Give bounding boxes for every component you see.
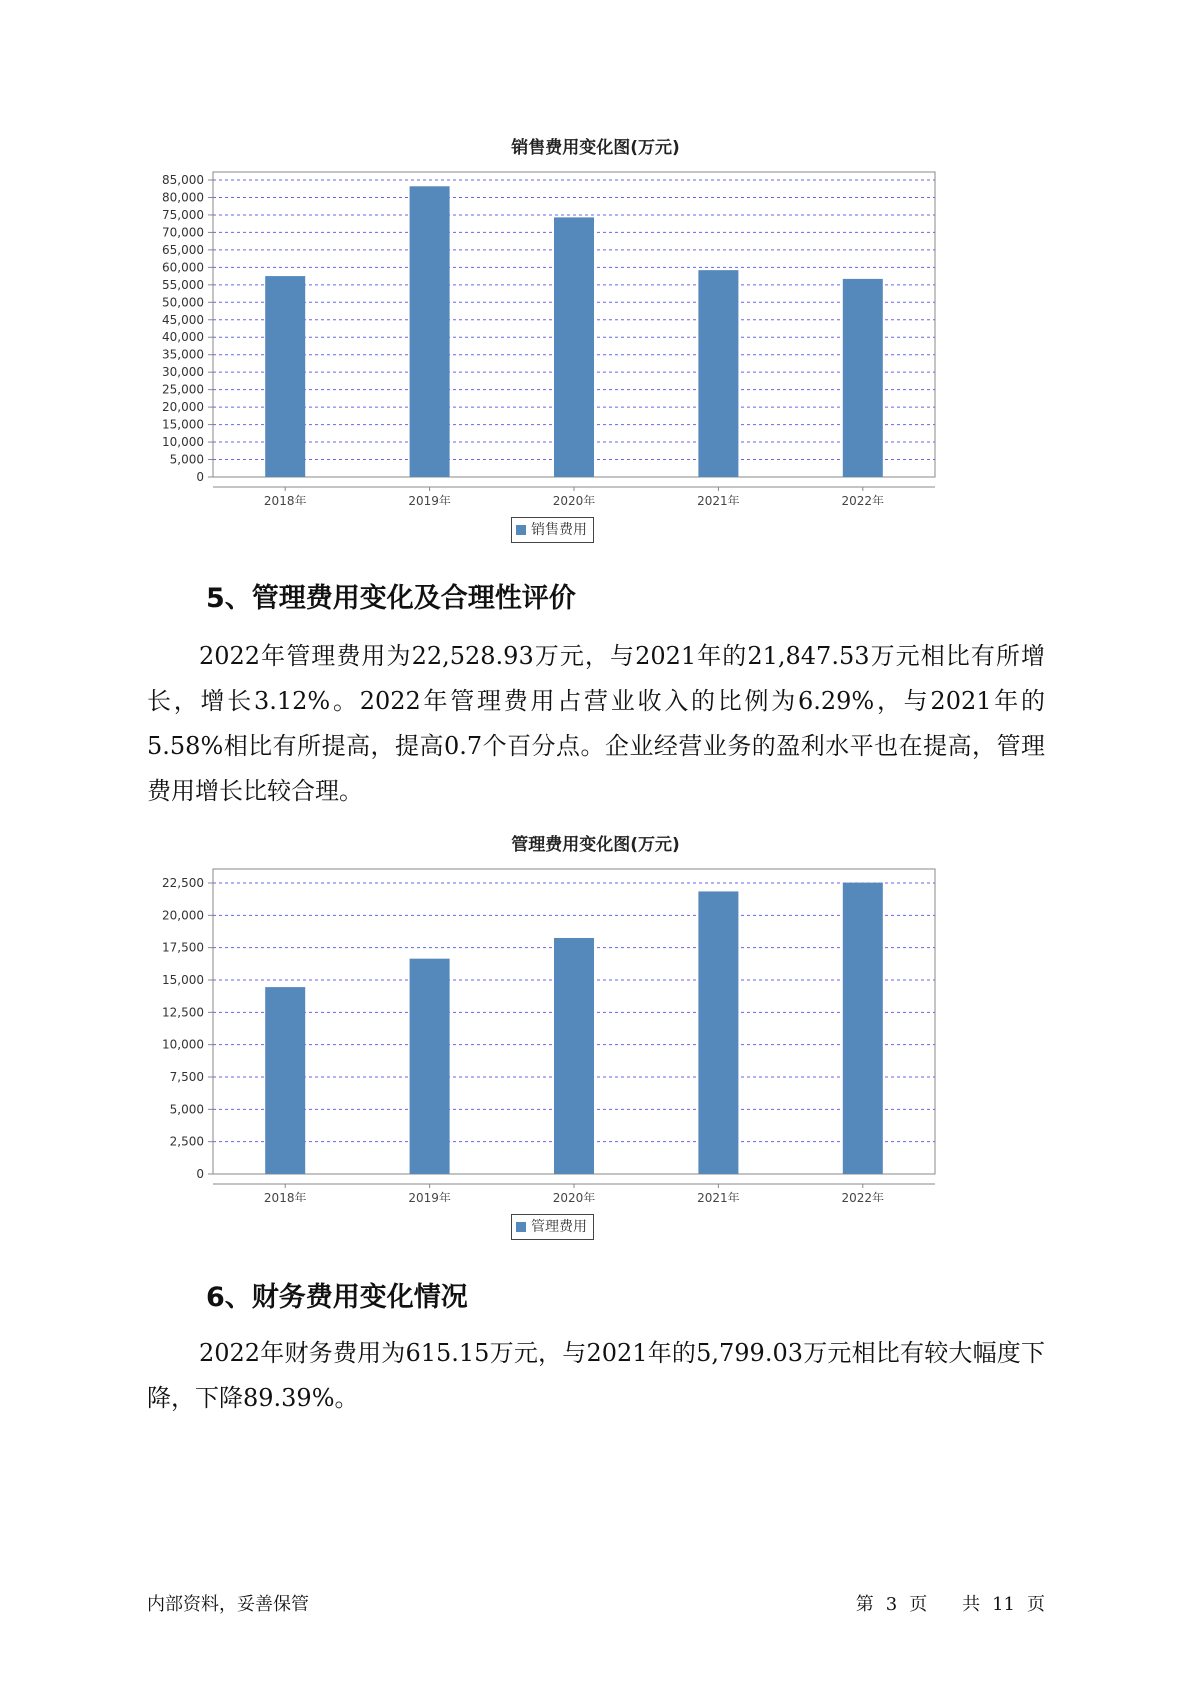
x-tick-label: 2022年 (841, 494, 885, 505)
x-tick-label: 2020年 (552, 1191, 596, 1202)
bar (554, 217, 594, 477)
total-prefix: 共 (962, 1594, 981, 1615)
y-tick-label: 75,000 (162, 207, 204, 222)
admin-chart-legend (511, 1214, 594, 1240)
y-tick-label: 55,000 (162, 277, 204, 292)
y-tick-label: 0 (196, 470, 204, 484)
section-5-heading: 5、管理费用变化及合理性评价 (206, 583, 576, 614)
bar (698, 891, 738, 1174)
sales-chart-legend (511, 517, 594, 543)
y-tick-label: 2,500 (169, 1134, 204, 1149)
section-6-paragraph: 2022年财务费用为615.15万元，与2021年的5,799.03万元相比有较大幅度下降，下降89.39%。 (147, 1339, 1045, 1412)
y-tick-label: 10,000 (162, 1037, 204, 1052)
legend-label: 管理费用 (531, 1219, 587, 1235)
bar (265, 276, 305, 477)
section-5-paragraph: 2022年管理费用为22,528.93万元，与2021年的21,847.53万元相比有所增长，增长3.12%。2022年管理费用占营业收入的比例为6.29%，与2021年的5.58%相比有所提高，提高0.7个百分点。企业经营业务的盈利水平也在提高，管理费用增长比较合理。 (147, 642, 1045, 805)
section-6-heading: 6、财务费用变化情况 (206, 1282, 468, 1313)
y-tick-label: 5,000 (169, 1102, 204, 1117)
y-tick-label: 22,500 (162, 876, 204, 890)
x-tick-label: 2022年 (841, 1191, 885, 1202)
admin-chart-title: 管理费用变化图(万元) (511, 835, 680, 855)
y-tick-label: 65,000 (162, 242, 204, 257)
total-unit: 页 (1027, 1594, 1045, 1615)
footer-confidential-note: 内部资料，妥善保管 (147, 1594, 309, 1615)
y-tick-label: 25,000 (162, 382, 204, 397)
y-tick-label: 85,000 (162, 173, 204, 187)
y-tick-label: 80,000 (162, 190, 204, 205)
y-tick-label: 50,000 (162, 295, 204, 310)
x-tick-label: 2021年 (697, 1191, 740, 1202)
y-tick-label: 5,000 (169, 452, 204, 467)
y-tick-label: 17,500 (162, 940, 204, 955)
bar (410, 959, 450, 1174)
bar (265, 987, 305, 1174)
legend-swatch (516, 525, 526, 535)
bar (843, 883, 883, 1174)
page-unit: 页 (909, 1594, 928, 1615)
y-tick-label: 60,000 (162, 260, 204, 275)
sales-chart-title: 销售费用变化图(万元) (511, 138, 680, 158)
y-tick-label: 20,000 (162, 908, 204, 923)
page-prefix: 第 (855, 1594, 874, 1615)
x-tick-label: 2018年 (263, 494, 307, 505)
x-tick-label: 2019年 (408, 1191, 451, 1202)
y-tick-label: 0 (196, 1167, 204, 1181)
page-number: 3 (885, 1594, 898, 1615)
y-tick-label: 15,000 (162, 973, 204, 987)
y-tick-label: 45,000 (162, 312, 204, 327)
y-tick-label: 35,000 (162, 347, 204, 362)
total-pages: 11 (992, 1594, 1015, 1615)
legend-label: 销售费用 (531, 522, 587, 538)
admin-expense-chart (0, 862, 1191, 1202)
y-tick-label: 20,000 (162, 400, 204, 415)
bar (698, 270, 738, 477)
y-tick-label: 15,000 (162, 417, 204, 432)
x-tick-label: 2018年 (263, 1191, 307, 1202)
y-tick-label: 30,000 (162, 365, 204, 380)
legend-swatch (516, 1222, 526, 1232)
y-tick-label: 12,500 (162, 1005, 204, 1020)
x-tick-label: 2020年 (552, 494, 596, 505)
y-tick-label: 70,000 (162, 225, 204, 240)
sales-expense-chart (0, 165, 1191, 505)
x-tick-label: 2021年 (697, 494, 740, 505)
x-tick-label: 2019年 (408, 494, 451, 505)
bar (410, 186, 450, 477)
bar (843, 279, 883, 477)
y-tick-label: 10,000 (162, 435, 204, 450)
bar (554, 938, 594, 1174)
y-tick-label: 7,500 (169, 1070, 204, 1084)
footer-page-info (850, 1590, 1051, 1616)
y-tick-label: 40,000 (162, 330, 204, 345)
